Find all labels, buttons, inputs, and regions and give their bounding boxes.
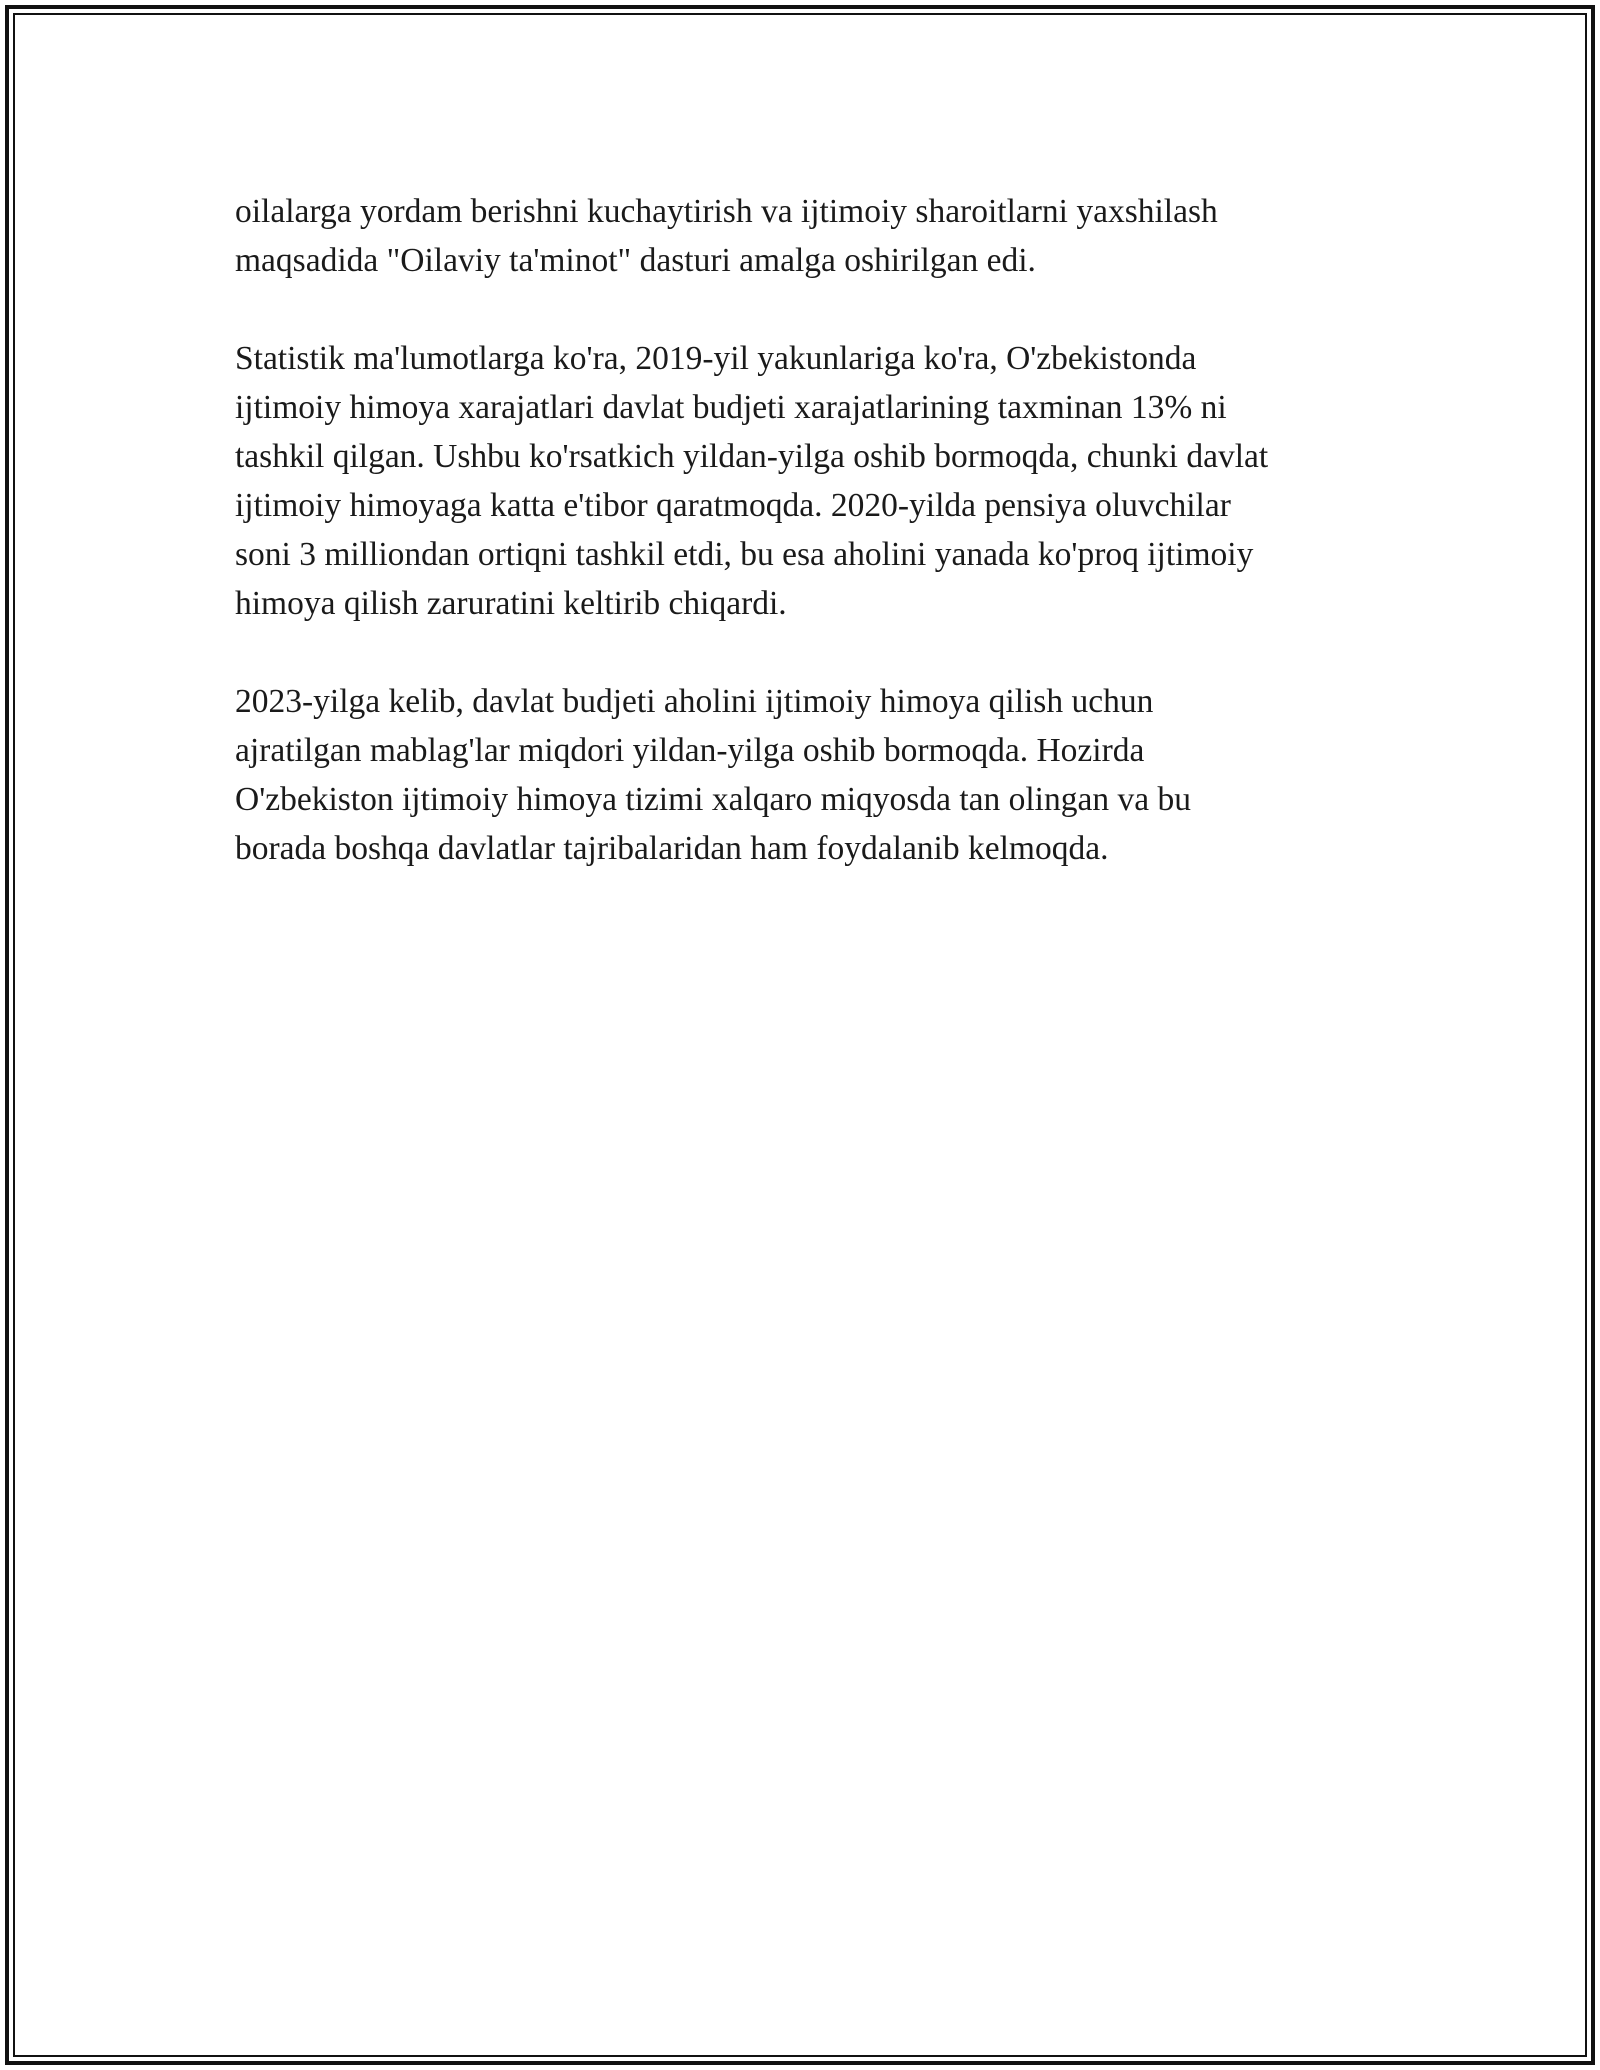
paragraph-2: [235, 334, 1395, 628]
paragraph-1: [235, 187, 1395, 285]
text-line: ajratilgan mablag'lar miqdori yildan-yilga oshib bormoqda. Hozirda: [235, 732, 1145, 769]
text-line: ijtimoiy himoya xarajatlari davlat budjeti xarajatlarining taxminan 13% ni: [235, 389, 1227, 426]
text-line: ijtimoiy himoyaga katta e'tibor qaratmoqda. 2020-yilda pensiya oluvchilar: [235, 487, 1231, 524]
text-line: soni 3 milliondan ortiqni tashkil etdi, bu esa aholini yanada ko'proq ijtimoiy: [235, 536, 1254, 573]
text-line: Statistik ma'lumotlarga ko'ra, 2019-yil yakunlariga ko'ra, O'zbekistonda: [235, 340, 1197, 377]
paragraph-3: [235, 677, 1395, 873]
text-line: maqsadida "Oilaviy ta'minot" dasturi amalga oshirilgan edi.: [235, 242, 1036, 279]
document-body: [235, 187, 1395, 922]
text-line: tashkil qilgan. Ushbu ko'rsatkich yildan-yilga oshib bormoqda, chunki davlat: [235, 438, 1269, 475]
text-line: oilalarga yordam berishni kuchaytirish va ijtimoiy sharoitlarni yaxshilash: [235, 193, 1218, 230]
text-line: 2023-yilga kelib, davlat budjeti aholini ijtimoiy himoya qilish uchun: [235, 683, 1154, 720]
text-line: himoya qilish zaruratini keltirib chiqardi.: [235, 585, 787, 622]
text-line: borada boshqa davlatlar tajribalaridan ham foydalanib kelmoqda.: [235, 830, 1109, 867]
text-line: O'zbekiston ijtimoiy himoya tizimi xalqaro miqyosda tan olingan va bu: [235, 781, 1191, 818]
